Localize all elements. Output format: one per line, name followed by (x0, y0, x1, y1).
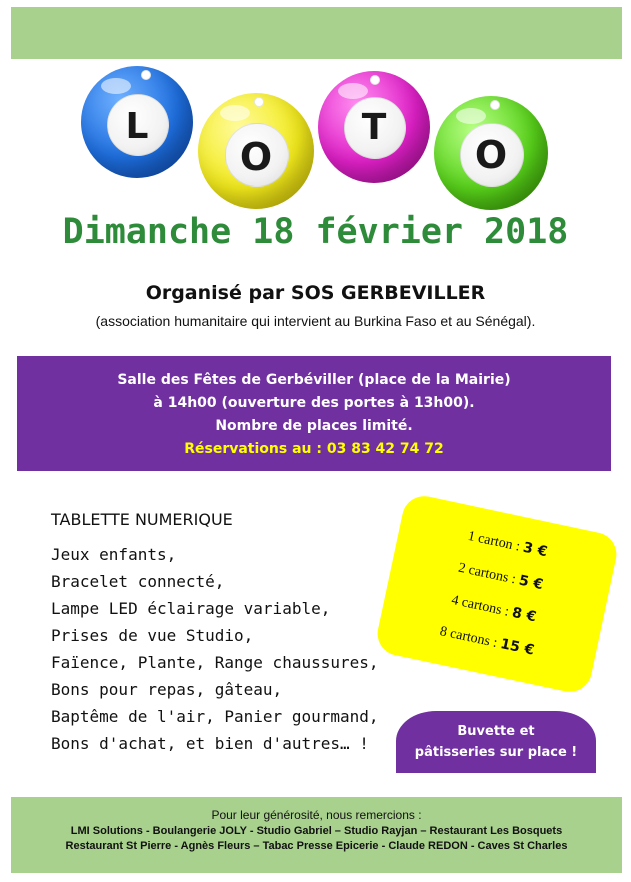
buvette-line2: pâtisseries sur place ! (414, 745, 578, 760)
time-text: à 14h00 (ouverture des portes à 13h00). (153, 395, 475, 411)
event-date: Dimanche 18 février 2018 (62, 212, 569, 252)
ball-letter-o1: O (239, 135, 273, 179)
prize-item: Baptême de l'air, Panier gourmand, (51, 707, 379, 726)
price-label: 8 cartons : (438, 624, 499, 651)
thanks-intro: Pour leur générosité, nous remercions : (211, 808, 422, 822)
organizer-title: Organisé par SOS GERBEVILLER (145, 282, 486, 304)
association-description: (association humanitaire qui intervient au Burkina Faso et au Sénégal). (95, 313, 536, 329)
price-label: 2 cartons : (456, 560, 518, 588)
price-value: 5 € (517, 572, 545, 594)
sponsors-band (11, 797, 622, 873)
ball-letter-t: T (361, 106, 387, 148)
price-value: 15 € (498, 636, 536, 659)
price-value: 3 € (521, 539, 549, 561)
prize-list (51, 510, 411, 757)
price-label: 1 carton : (466, 528, 522, 555)
buvette-badge (396, 711, 596, 773)
lotto-ball-o1 (198, 93, 314, 209)
lotto-ball-o2 (434, 96, 548, 210)
prize-item: Prises de vue Studio, (51, 626, 254, 645)
prize-item: Lampe LED éclairage variable, (51, 599, 331, 618)
top-green-band (11, 7, 622, 59)
lotto-ball-t (318, 71, 430, 183)
reservation-phone: Réservations au : 03 83 42 74 72 (184, 441, 444, 457)
prize-item: Jeux enfants, (51, 545, 177, 564)
limited-places-text: Nombre de places limité. (215, 418, 413, 434)
ball-letter-l: L (125, 105, 149, 147)
event-info-box (17, 356, 611, 471)
prize-item: Bons pour repas, gâteau, (51, 680, 283, 699)
prize-item: Faïence, Plante, Range chaussures, (51, 653, 379, 672)
prize-item: Bracelet connecté, (51, 572, 225, 591)
lotto-ball-l (81, 66, 193, 178)
price-value: 8 € (510, 604, 538, 626)
ball-letter-o2: O (474, 133, 508, 177)
sponsors-line2: Restaurant St Pierre - Agnès Fleurs – Tabac Presse Epicerie - Claude REDON - Caves St Charles (65, 840, 568, 852)
prize-item: Bons d'achat, et bien d'autres… ! (51, 734, 369, 753)
sponsors-line1: LMI Solutions - Boulangerie JOLY - Studio Gabriel – Studio Rayjan – Restaurant Les Bosquets (70, 825, 563, 837)
price-label: 4 cartons : (450, 592, 511, 620)
venue-text: Salle des Fêtes de Gerbéviller (place de la Mairie) (117, 372, 511, 388)
prize-heading: TABLETTE NUMERIQUE (51, 510, 233, 529)
buvette-line1: Buvette et (457, 724, 535, 739)
